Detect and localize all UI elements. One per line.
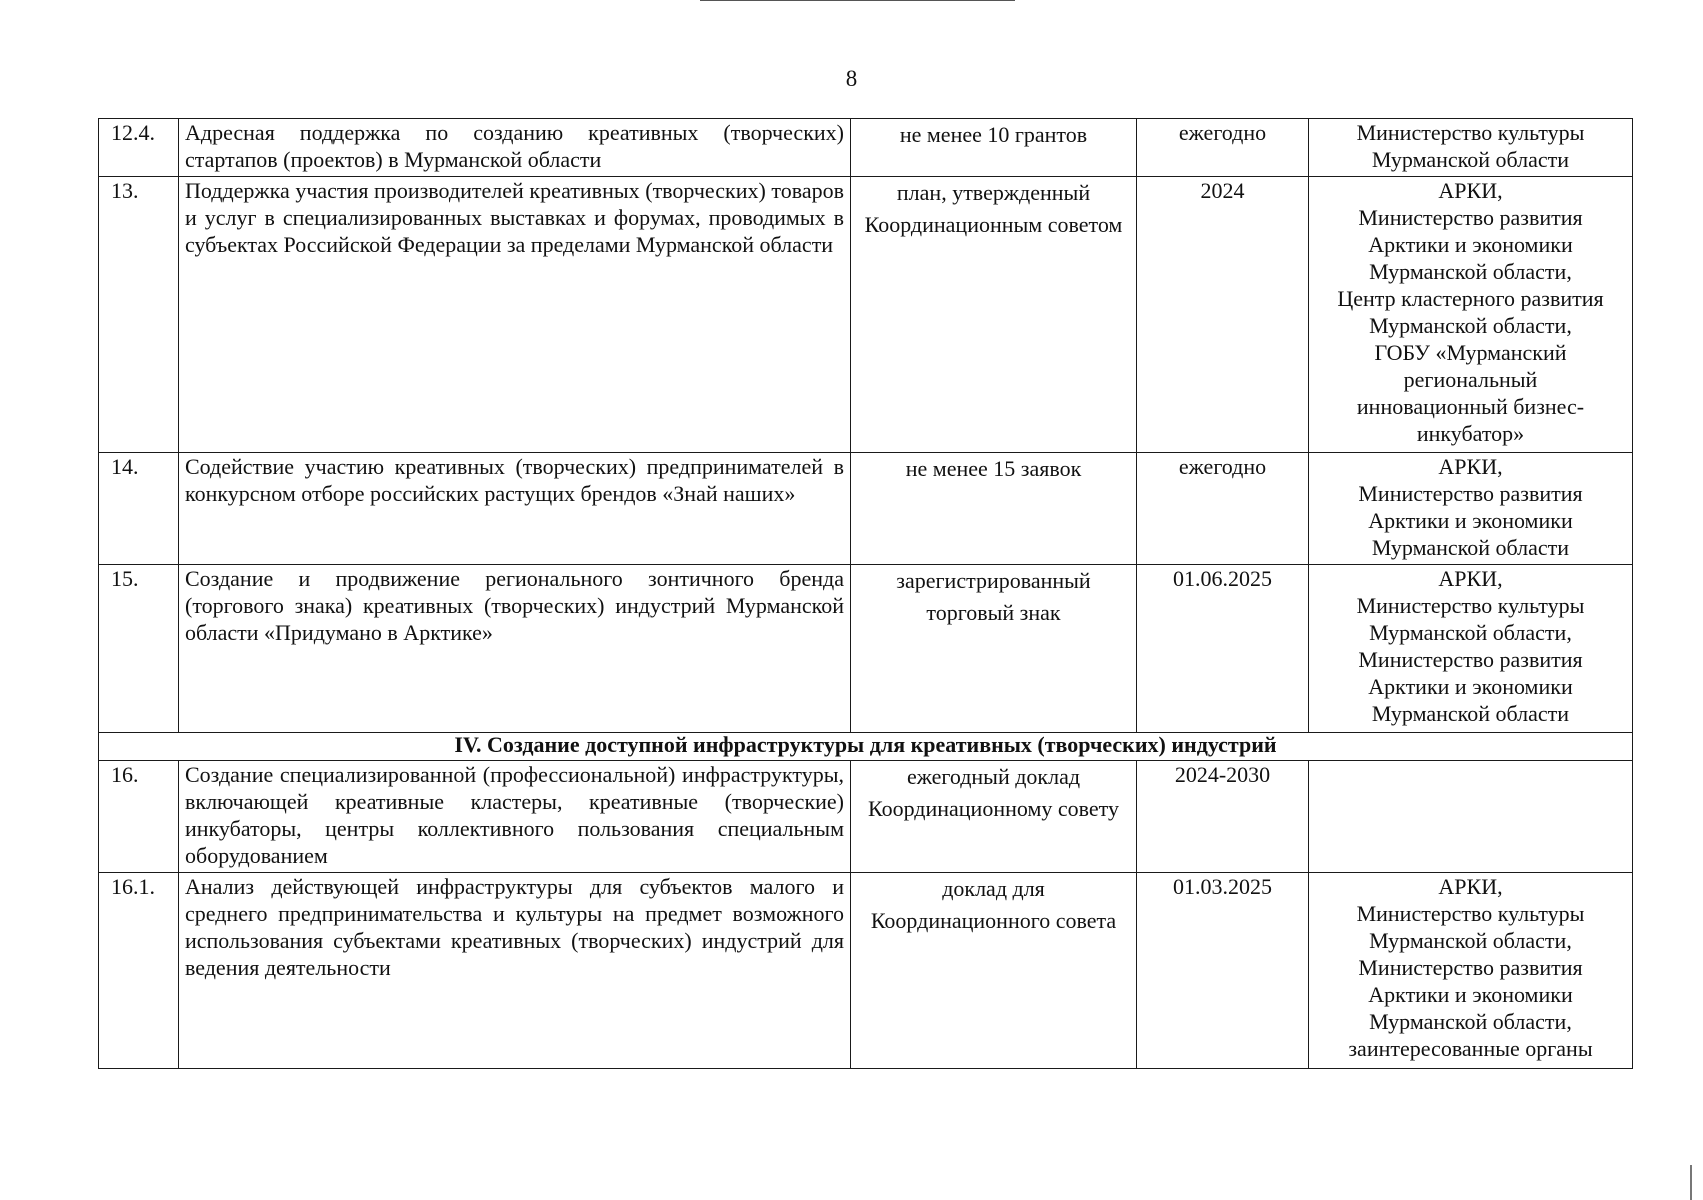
- event-cell: Адресная поддержка по созданию креативных (творческих) стартапов (проектов) в Мурманской области: [179, 119, 851, 177]
- executors-cell: [1309, 453, 1633, 565]
- executor-line: Мурманской области: [1371, 701, 1570, 726]
- executor-line: Мурманской области,: [1369, 620, 1572, 645]
- executor-line: ГОБУ «Мурманский: [1374, 340, 1567, 365]
- executor-line: АРКИ,: [1438, 454, 1503, 479]
- executor-line: Центр кластерного развития: [1337, 286, 1604, 311]
- executor-line: Мурманской области: [1371, 147, 1570, 172]
- result-cell: план, утвержденный Координационным советом: [851, 177, 1137, 453]
- row-number: 12.4.: [99, 119, 179, 177]
- executor-line: Министерство развития: [1358, 955, 1583, 980]
- table-row: [99, 761, 1633, 873]
- executors-cell: [1309, 565, 1633, 733]
- term-cell: 2024: [1137, 177, 1309, 453]
- term-cell: ежегодно: [1137, 453, 1309, 565]
- executors-cell: [1309, 761, 1633, 873]
- executor-line: заинтересованные органы: [1348, 1036, 1593, 1061]
- term-cell: ежегодно: [1137, 119, 1309, 177]
- top-rule: [700, 0, 1015, 1]
- table-row: [99, 177, 1633, 453]
- executor-line: региональный: [1403, 367, 1538, 392]
- term-cell: 2024-2030: [1137, 761, 1309, 873]
- executor-line: Арктики и экономики: [1368, 232, 1573, 257]
- executor-line: Арктики и экономики: [1368, 674, 1573, 699]
- executor-line: Министерство развития: [1358, 205, 1583, 230]
- table-row: [99, 453, 1633, 565]
- executor-line: Арктики и экономики: [1368, 508, 1573, 533]
- result-cell: зарегистрированный торговый знак: [851, 565, 1137, 733]
- row-number: 15.: [99, 565, 179, 733]
- executor-line: Министерство развития: [1358, 481, 1583, 506]
- row-number: 16.1.: [99, 873, 179, 1069]
- executor-line: Министерство культуры: [1356, 901, 1585, 926]
- executor-line: Министерство культуры: [1356, 593, 1585, 618]
- result-cell: доклад для Координационного совета: [851, 873, 1137, 1069]
- executor-line: Арктики и экономики: [1368, 982, 1573, 1007]
- executor-line: Мурманской области,: [1369, 928, 1572, 953]
- executor-line: инновационный бизнес-: [1356, 394, 1585, 419]
- executor-line: АРКИ,: [1438, 874, 1503, 899]
- scan-edge-mark: [1690, 1165, 1692, 1200]
- executor-line: АРКИ,: [1438, 566, 1503, 591]
- executor-line: Мурманской области,: [1369, 259, 1572, 284]
- executors-cell: [1309, 119, 1633, 177]
- executor-line: Министерство развития: [1358, 647, 1583, 672]
- row-number: 16.: [99, 761, 179, 873]
- section-header-row: [99, 733, 1633, 761]
- executors-cell: [1309, 873, 1633, 1069]
- event-cell: Анализ действующей инфраструктуры для субъектов малого и среднего предпринимательства и культуры на предмет возможного использования субъектами креативных (творческих) индустрий для ведения деятельности: [179, 873, 851, 1069]
- executor-line: Мурманской области,: [1369, 313, 1572, 338]
- executor-line: инкубатор»: [1416, 421, 1525, 446]
- event-cell: Создание специализированной (профессиональной) инфраструктуры, включающей креативные кластеры, креативные (творческие) инкубаторы, центры коллективного пользования специальным оборудованием: [179, 761, 851, 873]
- executor-line: АРКИ,: [1438, 178, 1503, 203]
- table-row: [99, 119, 1633, 177]
- event-cell: Содействие участию креативных (творческих) предпринимателей в конкурсном отборе российских растущих брендов «Знай наших»: [179, 453, 851, 565]
- event-cell: Поддержка участия производителей креативных (творческих) товаров и услуг в специализированных выставках и форумах, проводимых в субъектах Российской Федерации за пределами Мурманской области: [179, 177, 851, 453]
- page-number: 8: [845, 66, 858, 91]
- section-title: IV. Создание доступной инфраструктуры для креативных (творческих) индустрий: [99, 733, 1633, 761]
- executor-line: Министерство культуры: [1356, 120, 1585, 145]
- term-cell: 01.06.2025: [1137, 565, 1309, 733]
- result-cell: не менее 15 заявок: [851, 453, 1137, 565]
- executors-cell: [1309, 177, 1633, 453]
- table-body: [99, 119, 1633, 1069]
- result-cell: ежегодный доклад Координационному совету: [851, 761, 1137, 873]
- term-cell: 01.03.2025: [1137, 873, 1309, 1069]
- row-number: 14.: [99, 453, 179, 565]
- action-plan-table: [98, 118, 1633, 1069]
- executor-line: Мурманской области,: [1369, 1009, 1572, 1034]
- result-cell: не менее 10 грантов: [851, 119, 1137, 177]
- table-row: [99, 565, 1633, 733]
- event-cell: Создание и продвижение регионального зонтичного бренда (торгового знака) креативных (творческих) индустрий Мурманской области «Придумано в Арктике»: [179, 565, 851, 733]
- row-number: 13.: [99, 177, 179, 453]
- executor-line: Мурманской области: [1371, 535, 1570, 560]
- table-row: [99, 873, 1633, 1069]
